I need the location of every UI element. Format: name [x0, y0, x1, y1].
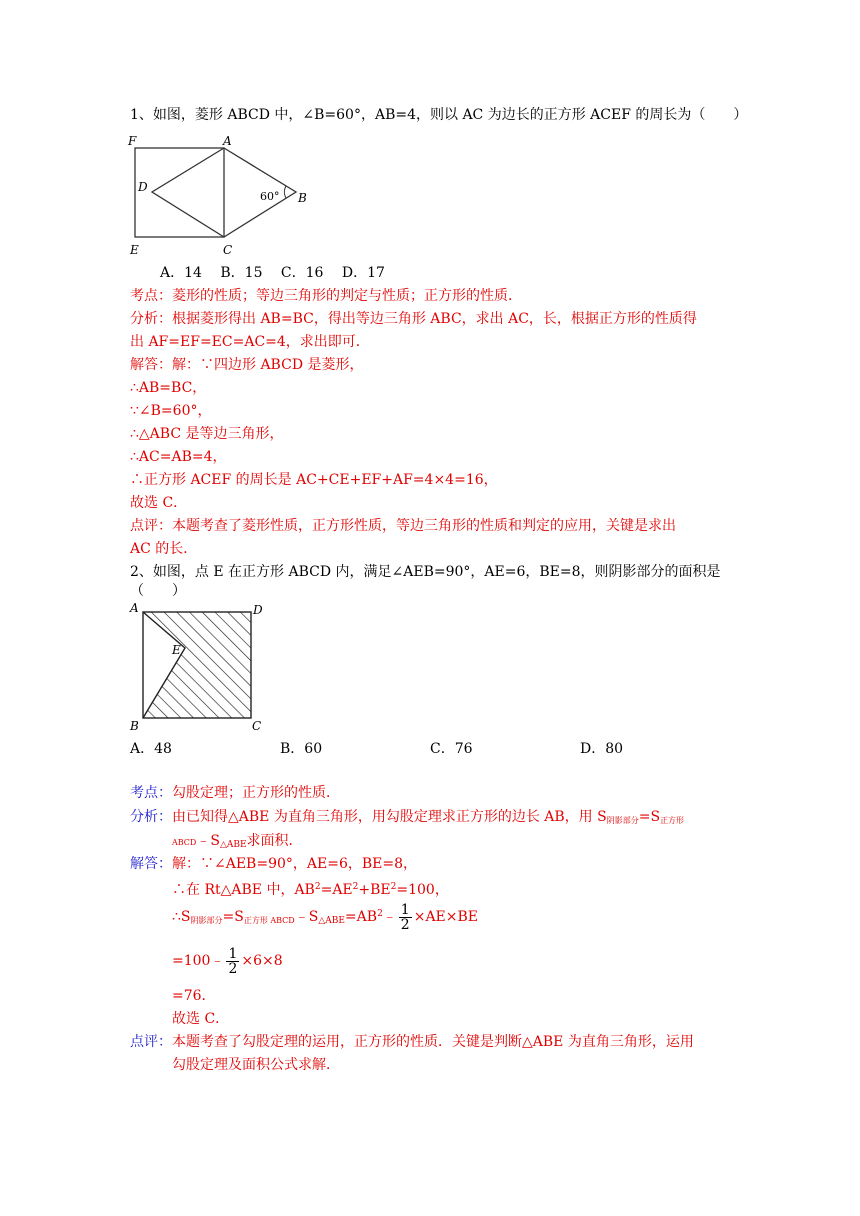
label-a: A	[223, 134, 232, 148]
angle-arc	[284, 186, 286, 198]
q1-fenxi-1: 分析：根据菱形得出 AB=BC，得出等边三角形 ABC，求出 AC，长，根据正方形的性质得	[130, 311, 697, 327]
shaded-region	[143, 612, 251, 718]
q2-jieda-5: =76．	[172, 988, 216, 1004]
label-e: E	[130, 243, 139, 257]
q1-jieda-5: ∴AC=AB=4，	[130, 449, 227, 465]
q2-jieda-1: 解答：解：∵∠AEB=90°，AE=6，BE=8，	[130, 856, 418, 872]
q1-jieda-6: ∴正方形 ACEF 的周长是 AC+CE+EF+AF=4×4=16，	[130, 472, 498, 488]
q1-jieda-1: 解答：解：∵四边形 ABCD 是菱形，	[130, 357, 364, 373]
q1-figure	[126, 128, 326, 260]
q1-stem: 1、如图，菱形 ABCD 中，∠B=60°，AB=4，则以 AC 为边长的正方形 ACEF 的周长为（ ）	[130, 107, 748, 123]
q2-stem-2: （ ）	[130, 583, 186, 599]
fraction-half: $\frac{1}{2}$	[400, 901, 410, 933]
q1-kaodian: 考点：菱形的性质；等边三角形的判定与性质；正方形的性质．	[130, 288, 522, 304]
label-b: B	[130, 719, 139, 733]
q1-options: A．14 B．15 C．16 D．17	[160, 265, 385, 281]
label-f: F	[128, 134, 137, 148]
label-angle: 60°	[260, 190, 280, 203]
fraction-half: $\frac{1}{2}$	[228, 945, 238, 977]
label-b: B	[298, 191, 307, 205]
q2-fenxi-2: $ABCD﹣S_{\triangle ABE}$求面积．	[172, 833, 303, 850]
square-acef	[135, 148, 224, 237]
q2-option-c: C．76	[430, 741, 473, 757]
q1-dianping-1: 点评：本题考查了菱形性质，正方形性质，等边三角形的性质和判定的应用，关键是求出	[130, 518, 676, 534]
q2-dianping-2: 勾股定理及面积公式求解．	[172, 1057, 340, 1073]
label-d: D	[138, 180, 148, 194]
q2-jieda-2: ∴在 Rt△ABE 中，$AB^2=AE^2+BE^2=100$，	[172, 882, 449, 898]
label-e: E	[172, 643, 181, 657]
q2-jieda-4: =100﹣ $\frac{1}{2}$ ×6×8	[172, 945, 283, 977]
q2-jieda-3: $\therefore S_{阴影部分}=S_{正方形 ABCD}﹣S_{\triangle ABE}=AB^2﹣$ $\frac{1}{2}$ ×AE×BE	[172, 901, 479, 933]
label-c: C	[252, 719, 262, 733]
label-c: C	[223, 243, 233, 257]
q2-option-b: B．60	[280, 741, 323, 757]
q2-option-a: A．48	[130, 741, 172, 757]
q1-jieda-4: ∴△ABC 是等边三角形，	[130, 426, 284, 442]
q2-stem-1: 2、如图，点 E 在正方形 ABCD 内，满足∠AEB=90°，AE=6，BE=8，则阴影部分的面积是	[130, 564, 721, 580]
q1-fenxi-2: 出 AF=EF=EC=AC=4，求出即可．	[130, 334, 370, 350]
q2-figure	[126, 600, 276, 738]
label-d: D	[253, 603, 263, 617]
label-a: A	[130, 601, 139, 615]
q1-dianping-2: AC 的长．	[130, 541, 198, 557]
q2-option-d: D．80	[580, 741, 624, 757]
q2-fenxi-1: 分析：由已知得△ABE 为直角三角形，用勾股定理求正方形的边长 AB，用 $S_{阴影部分}=S_{正方形}$	[130, 809, 685, 825]
q1-jieda-7: 故选 C．	[130, 495, 188, 511]
q2-dianping-1: 点评：本题考查了勾股定理的运用，正方形的性质．关键是判断△ABE 为直角三角形，运用	[130, 1034, 694, 1050]
q1-jieda-3: ∵∠B=60°，	[130, 403, 212, 419]
q1-jieda-2: ∴AB=BC，	[130, 380, 207, 396]
q2-kaodian: 考点：勾股定理；正方形的性质．	[130, 785, 340, 801]
q2-jieda-6: 故选 C．	[172, 1011, 230, 1027]
